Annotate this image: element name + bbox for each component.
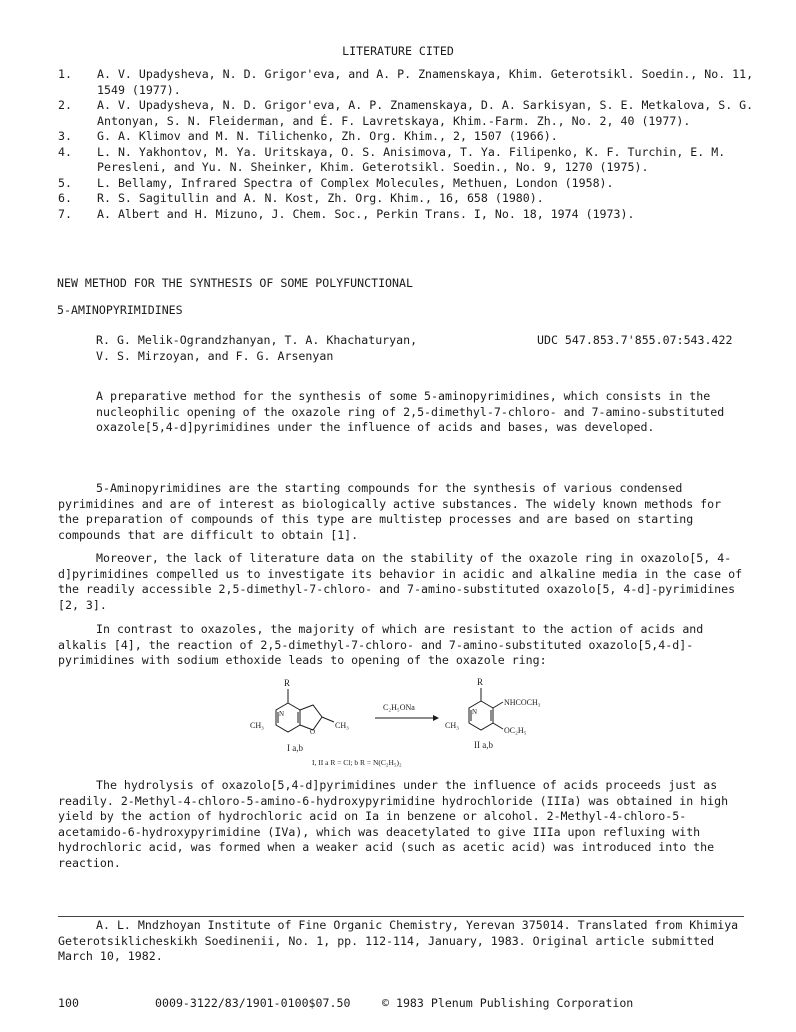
reference-item xyxy=(58,207,758,223)
authors xyxy=(96,333,516,364)
reference-text: L. N. Yakhontov, M. Ya. Uritskaya, O. S. Anisimova, T. Ya. Filipenko, K. F. Turchin, E. M. Peresleni, and Yu. N. Sheinker, Khim. Geterotsikl. Soedin., No. 9, 1270 (1975). xyxy=(97,144,726,174)
paragraph-2: Moreover, the lack of literature data on the stability of the oxazole ring in oxazolo[5, 4-d]pyrimidines compelled us to investigate its behavior in acidic and alkaline media in the case of the readily accessible 2,5-dimethyl-7-chloro- and 7-amino-substituted oxazolo[5, 4-d]-pyrimidines [2, 3]. xyxy=(58,551,743,612)
copyright: © 1983 Plenum Publishing Corporation xyxy=(382,996,634,1010)
ethoxy-group: OC₂H₅ xyxy=(504,726,527,735)
methyl-left-end: CH₃ xyxy=(335,721,349,730)
reference-number: 4. xyxy=(58,144,72,159)
reference-list xyxy=(58,67,758,222)
paragraph-1: 5-Aminopyrimidines are the starting compounds for the synthesis of various condensed pyrimidines and are of interest as biologically active substances. The widely known methods for the preparation of compounds of this type are multistep processes and are based on starting compounds that are difficult to obtain [1]. xyxy=(58,481,722,542)
udc-code: UDC 547.853.7'855.07:543.422 xyxy=(537,333,733,347)
reference-number: 1. xyxy=(58,67,72,81)
authors-line2: V. S. Mirzoyan, and F. G. Arsenyan xyxy=(96,348,334,363)
reagent-label: C₂H₅ONa xyxy=(383,703,415,712)
reference-number: 6. xyxy=(58,191,72,205)
reference-item xyxy=(58,145,758,176)
reference-number: 7. xyxy=(58,206,72,221)
reference-item xyxy=(58,67,758,98)
reaction-scheme xyxy=(240,672,570,772)
ring-nitrogen-left: N xyxy=(279,710,285,718)
reference-item xyxy=(58,176,758,192)
pyrimidine-ring-left xyxy=(276,689,334,732)
r-substituent-left: R xyxy=(284,678,291,688)
paragraph-4: The hydrolysis of oxazolo[5,4-d]pyrimidines under the influence of acids proceeds just as readily. 2-Methyl-4-chloro-5-amino-6-hydroxypyrimidine hydrochloride (IIIa) was obtained in high yield by the action of hydrochloric acid on Ia in benzene or alcohol. 2-Methyl-4-chloro-5-acetamido-6-hydroxypyrimidine (IVa), which was deacetylated to give IIIa upon refluxing with hydrochloric acid, was formed when a weaker acid (such as acetic acid) was introduced into the reaction. xyxy=(58,778,729,870)
reference-text: G. A. Klimov and M. N. Tilichenko, Zh. Org. Khim., 2, 1507 (1966). xyxy=(97,129,558,143)
reference-text: A. V. Upadysheva, N. D. Grigor'eva, A. P. Znamenskaya, D. A. Sarkisyan, S. E. Metkalova, S. G. Antonyan, S. N. Fleiderman, and É. F. Lavretskaya, Khim.-Farm. Zh., No. 2, 40 (1977). xyxy=(97,98,754,128)
reference-text: A. Albert and H. Mizuno, J. Chem. Soc., Perkin Trans. I, No. 18, 1974 (1973). xyxy=(97,206,635,221)
r-substituent-right: R xyxy=(477,677,484,687)
reference-text: R. S. Sagitullin and A. N. Kost, Zh. Org. Khim., 16, 658 (1980). xyxy=(97,191,544,205)
reference-text: A. V. Upadysheva, N. D. Grigor'eva, and A. P. Znamenskaya, Khim. Geterotsikl. Soedin., No. 11, 1549 (1977). xyxy=(97,67,754,97)
authors-line1: R. G. Melik-Ograndzhanyan, T. A. Khachaturyan, xyxy=(96,333,418,347)
literature-heading: LITERATURE CITED xyxy=(342,44,454,58)
reaction-arrow-head xyxy=(433,715,439,721)
methyl-right: CH₃ xyxy=(445,721,459,730)
reference-number: 2. xyxy=(58,98,72,112)
abstract: A preparative method for the synthesis of some 5-aminopyrimidines, which consists in the nucleophilic opening of the oxazole ring of 2,5-dimethyl-7-chloro- and 7-amino-substituted oxazole[5,4-d]pyrimidines under the influence of acids and bases, was developed. xyxy=(96,389,725,434)
compound-label-left: I a,b xyxy=(287,743,303,753)
ring-nitrogen-right: N xyxy=(472,708,478,716)
acetamido-group: NHCOCH₃ xyxy=(504,698,541,707)
reference-number: 3. xyxy=(58,129,72,143)
reference-number: 5. xyxy=(58,175,72,190)
methyl-left-start: CH₃ xyxy=(250,721,264,730)
article-title-line2: 5-AMINOPYRIMIDINES xyxy=(57,303,183,317)
page-number: 100 xyxy=(58,996,79,1010)
footnote: A. L. Mndzhoyan Institute of Fine Organic Chemistry, Yerevan 375014. Translated from Khimiya Geterotsiklicheskikh Soedinenii, No. 1, pp. 112-114, January, 1983. Original article submitted March 10, 1982. xyxy=(58,918,739,963)
reference-item xyxy=(58,98,758,129)
paragraph-3: In contrast to oxazoles, the majority of which are resistant to the action of acids and alkalis [4], the reaction of 2,5-dimethyl-7-chloro- and 7-amino-substituted oxazolo[5,4-d]-pyrimidines with sodium ethoxide leads to opening of the oxazole ring: xyxy=(58,622,704,667)
article-title-line1: NEW METHOD FOR THE SYNTHESIS OF SOME POLYFUNCTIONAL xyxy=(57,276,413,290)
compound-label-right: II a,b xyxy=(474,740,493,750)
reference-item xyxy=(58,191,758,207)
footnote-divider xyxy=(58,916,744,917)
oxazole-oxygen: O xyxy=(310,728,316,736)
scheme-legend: I, II a R = Cl; b R = N(C₂H₅)₂ xyxy=(312,758,402,767)
reference-text: L. Bellamy, Infrared Spectra of Complex Molecules, Methuen, London (1958). xyxy=(97,175,614,190)
article-code: 0009-3122/83/1901-0100$07.50 xyxy=(155,996,351,1010)
reference-item xyxy=(58,129,758,145)
